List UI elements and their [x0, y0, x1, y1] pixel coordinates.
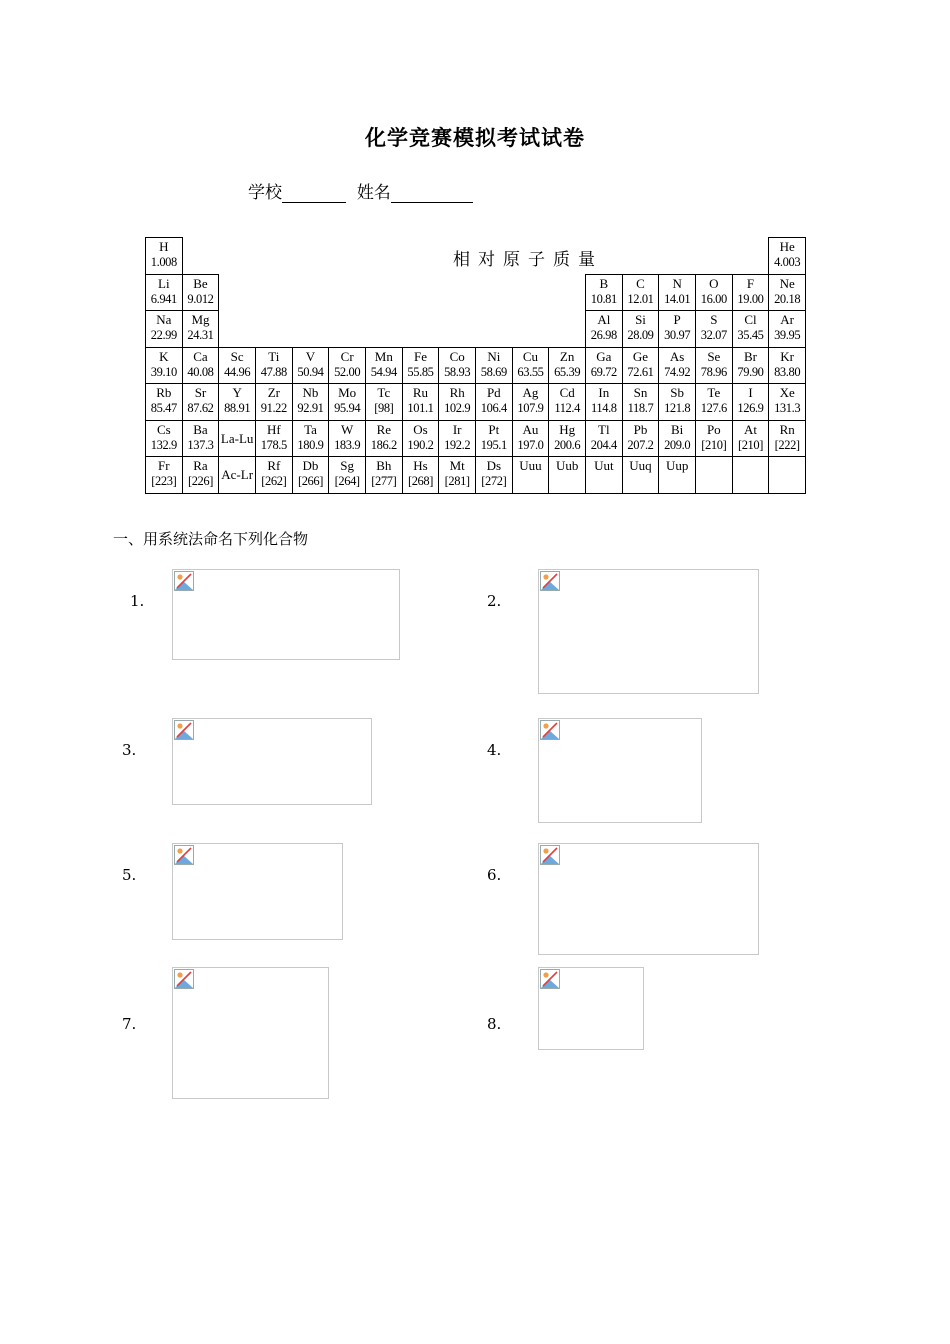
element-symbol: Sc — [230, 348, 244, 364]
element-cell-n — [658, 274, 696, 312]
element-symbol: Li — [158, 275, 170, 291]
element-cell-se — [695, 347, 733, 385]
element-cell-ta — [292, 420, 330, 458]
element-symbol: Mt — [449, 458, 465, 474]
element-mass: 186.2 — [370, 437, 397, 452]
element-cell-ga — [585, 347, 623, 385]
element-symbol: Ir — [452, 421, 462, 437]
element-symbol: Al — [597, 312, 611, 328]
element-symbol: Mn — [374, 348, 393, 364]
element-symbol: Kr — [780, 348, 795, 364]
page-title: 化学竞赛模拟考试试卷 — [365, 125, 585, 150]
compound-image — [172, 718, 372, 805]
element-symbol: Au — [522, 421, 539, 437]
element-symbol: Ne — [779, 275, 795, 291]
element-symbol: Y — [232, 385, 242, 401]
element-symbol: Ra — [193, 458, 208, 474]
element-symbol: Cl — [744, 312, 757, 328]
element-mass: 197.0 — [517, 437, 544, 452]
element-cell-nb — [292, 383, 330, 421]
element-symbol: N — [672, 275, 682, 291]
section-heading: 一、用系统法命名下列化合物 — [113, 530, 309, 548]
element-cell-ds — [475, 456, 513, 494]
element-symbol: C — [636, 275, 645, 291]
element-symbol: Po — [706, 421, 721, 437]
element-mass: 6.941 — [150, 291, 177, 306]
compound-image — [172, 967, 329, 1099]
element-mass: 209.0 — [664, 437, 691, 452]
element-cell-ge — [622, 347, 660, 385]
element-symbol: Te — [707, 385, 721, 401]
element-mass: 126.9 — [737, 401, 764, 416]
element-symbol: Ti — [268, 348, 280, 364]
element-symbol: Sr — [194, 385, 207, 401]
element-mass: 16.00 — [700, 291, 727, 306]
element-cell-sr — [182, 383, 220, 421]
element-mass: 102.9 — [444, 401, 471, 416]
compound-image — [538, 843, 759, 955]
element-mass: 20.18 — [774, 291, 801, 306]
element-symbol: F — [746, 275, 755, 291]
element-symbol: H — [159, 239, 169, 254]
question-number: 7. — [122, 1015, 137, 1033]
element-cell-ni — [475, 347, 513, 385]
element-cell-empty — [732, 456, 770, 494]
element-symbol: Tc — [377, 385, 391, 401]
element-cell-uuu — [512, 456, 550, 494]
element-cell-as — [658, 347, 696, 385]
element-cell-li — [145, 274, 183, 312]
element-mass: 180.9 — [297, 437, 324, 452]
element-cell-zr — [255, 383, 293, 421]
element-symbol: Ta — [304, 421, 317, 437]
element-mass: 83.80 — [774, 364, 801, 379]
school-name-line — [248, 178, 473, 203]
element-mass: 112.4 — [554, 401, 580, 416]
element-cell-sn — [622, 383, 660, 421]
element-cell-i — [732, 383, 770, 421]
element-mass: 200.6 — [554, 437, 581, 452]
element-mass: [98] — [374, 401, 394, 416]
element-symbol: S — [710, 312, 718, 328]
element-mass: 52.00 — [334, 364, 361, 379]
broken-image-icon — [540, 571, 560, 591]
element-mass: 28.09 — [627, 328, 654, 343]
element-cell-bh — [365, 456, 403, 494]
element-symbol: As — [669, 348, 685, 364]
element-cell-mo — [328, 383, 366, 421]
element-cell-be — [182, 274, 220, 312]
element-cell-at — [732, 420, 770, 458]
element-mass: 1.008 — [150, 255, 177, 269]
element-cell-ti — [255, 347, 293, 385]
element-cell-pd — [475, 383, 513, 421]
element-symbol: K — [159, 348, 169, 364]
element-mass: 24.31 — [187, 328, 214, 343]
element-cell-uut — [585, 456, 623, 494]
element-cell-s — [695, 310, 733, 348]
question-number: 6. — [487, 866, 502, 884]
element-symbol: O — [709, 275, 719, 291]
question-number: 8. — [487, 1015, 502, 1033]
element-symbol: V — [305, 348, 316, 364]
element-cell-mg — [182, 310, 220, 348]
element-symbol: I — [748, 385, 753, 401]
element-cell-po — [695, 420, 733, 458]
element-mass: 87.62 — [187, 401, 214, 416]
periodic-table-title: 相对原子质量 — [453, 250, 603, 270]
element-mass: 107.9 — [517, 401, 544, 416]
element-symbol: Db — [302, 458, 319, 474]
element-symbol: Uup — [665, 458, 689, 474]
element-mass: 131.3 — [774, 401, 801, 416]
element-cell-ac-lr — [218, 456, 256, 494]
element-symbol: Uut — [594, 458, 614, 474]
element-mass: 190.2 — [407, 437, 434, 452]
element-symbol: Hg — [559, 421, 576, 437]
element-symbol: Uuq — [629, 458, 652, 474]
element-cell-mt — [438, 456, 476, 494]
element-cell-co — [438, 347, 476, 385]
element-cell-la-lu — [218, 420, 256, 458]
element-cell-y — [218, 383, 256, 421]
element-cell-h — [145, 237, 183, 275]
element-cell-uub — [548, 456, 586, 494]
element-cell-hf — [255, 420, 293, 458]
element-cell-cs — [145, 420, 183, 458]
element-symbol: Ac-Lr — [221, 467, 254, 483]
element-symbol: Zn — [559, 348, 575, 364]
question-number: 4. — [487, 741, 502, 759]
element-mass: 9.012 — [187, 291, 214, 306]
element-mass: 137.3 — [187, 437, 214, 452]
element-symbol: Pd — [486, 385, 501, 401]
element-cell-db — [292, 456, 330, 494]
element-symbol: Uuu — [519, 458, 542, 474]
element-symbol: Mg — [191, 312, 210, 328]
element-symbol: Sg — [340, 458, 355, 474]
element-cell-b — [585, 274, 623, 312]
element-symbol: P — [673, 312, 681, 328]
element-symbol: Tl — [598, 421, 610, 437]
element-symbol: In — [598, 385, 610, 401]
element-mass: 39.95 — [774, 328, 801, 343]
element-cell-re — [365, 420, 403, 458]
element-mass: [272] — [481, 474, 507, 489]
question-number: 3. — [122, 741, 137, 759]
element-mass: 12.01 — [627, 291, 654, 306]
element-cell-cd — [548, 383, 586, 421]
element-cell-k — [145, 347, 183, 385]
element-mass: 44.96 — [224, 364, 251, 379]
element-mass: 183.9 — [334, 437, 361, 452]
element-symbol: Ba — [193, 421, 208, 437]
element-cell-ir — [438, 420, 476, 458]
element-mass: 55.85 — [407, 364, 434, 379]
element-cell-c — [622, 274, 660, 312]
broken-image-icon — [540, 845, 560, 865]
element-mass: 74.92 — [664, 364, 691, 379]
question-number: 5. — [122, 866, 137, 884]
element-mass: 4.003 — [774, 255, 801, 269]
element-mass: 192.2 — [444, 437, 471, 452]
element-mass: 58.69 — [480, 364, 507, 379]
element-cell-tc — [365, 383, 403, 421]
element-cell-kr — [768, 347, 806, 385]
element-mass: 101.1 — [407, 401, 434, 416]
element-cell-rf — [255, 456, 293, 494]
broken-image-icon — [174, 969, 194, 989]
element-symbol: Os — [413, 421, 428, 437]
element-cell-ca — [182, 347, 220, 385]
element-cell-na — [145, 310, 183, 348]
element-cell-fr — [145, 456, 183, 494]
element-symbol: At — [743, 421, 757, 437]
broken-image-icon — [174, 571, 194, 591]
element-mass: [281] — [444, 474, 470, 489]
element-symbol: Cu — [522, 348, 539, 364]
element-mass: 127.6 — [700, 401, 727, 416]
element-cell-xe — [768, 383, 806, 421]
name-label: 姓名 — [356, 183, 391, 203]
broken-image-icon — [540, 969, 560, 989]
element-mass: [223] — [151, 474, 177, 489]
element-mass: 106.4 — [480, 401, 507, 416]
element-cell-he — [768, 237, 806, 275]
element-mass: 114.8 — [590, 401, 617, 416]
element-cell-fe — [402, 347, 440, 385]
element-mass: [277] — [371, 474, 397, 489]
element-cell-v — [292, 347, 330, 385]
element-mass: [262] — [261, 474, 287, 489]
element-mass: 69.72 — [590, 364, 617, 379]
element-symbol: Br — [743, 348, 757, 364]
element-cell-empty — [695, 456, 733, 494]
element-cell-si — [622, 310, 660, 348]
element-cell-br — [732, 347, 770, 385]
broken-image-icon — [174, 720, 194, 740]
element-symbol: Ag — [522, 385, 539, 401]
element-symbol: Ca — [193, 348, 208, 364]
element-symbol: Rh — [449, 385, 465, 401]
element-mass: 207.2 — [627, 437, 654, 452]
element-mass: 50.94 — [297, 364, 324, 379]
element-cell-ne — [768, 274, 806, 312]
element-cell-te — [695, 383, 733, 421]
element-symbol: Rn — [779, 421, 795, 437]
element-mass: 58.93 — [444, 364, 471, 379]
element-cell-cr — [328, 347, 366, 385]
element-symbol: Fe — [413, 348, 427, 364]
element-mass: [264] — [334, 474, 360, 489]
element-mass: 121.8 — [664, 401, 691, 416]
compound-image — [172, 569, 400, 660]
question-number: 2. — [487, 592, 502, 610]
element-symbol: Se — [707, 348, 721, 364]
element-symbol: Nb — [302, 385, 319, 401]
element-symbol: Rf — [267, 458, 281, 474]
element-symbol: Cd — [559, 385, 575, 401]
element-mass: 26.98 — [590, 328, 617, 343]
school-blank[interactable] — [282, 184, 346, 203]
compound-image — [538, 718, 702, 823]
element-symbol: Re — [376, 421, 392, 437]
element-symbol: Pb — [633, 421, 648, 437]
element-cell-rn — [768, 420, 806, 458]
element-mass: 32.07 — [700, 328, 727, 343]
broken-image-icon — [540, 720, 560, 740]
element-cell-au — [512, 420, 550, 458]
element-mass: 72.61 — [627, 364, 654, 379]
compound-image — [172, 843, 343, 940]
element-cell-rb — [145, 383, 183, 421]
element-cell-os — [402, 420, 440, 458]
element-symbol: Bi — [671, 421, 684, 437]
element-symbol: Na — [156, 312, 172, 328]
element-symbol: Ds — [486, 458, 502, 474]
element-mass: [226] — [187, 474, 214, 489]
element-symbol: W — [341, 421, 354, 437]
element-mass: 10.81 — [590, 291, 617, 306]
element-mass: [266] — [297, 474, 324, 489]
element-mass: [210] — [701, 437, 727, 452]
element-cell-tl — [585, 420, 623, 458]
element-symbol: Ni — [487, 348, 501, 364]
element-cell-ba — [182, 420, 220, 458]
element-mass: 178.5 — [260, 437, 287, 452]
question-number: 1. — [130, 592, 145, 610]
element-cell-w — [328, 420, 366, 458]
element-mass: 22.99 — [150, 328, 177, 343]
element-mass: 30.97 — [664, 328, 691, 343]
element-mass: 95.94 — [334, 401, 361, 416]
broken-image-icon — [174, 845, 194, 865]
element-symbol: Si — [635, 312, 646, 328]
element-cell-uup — [658, 456, 696, 494]
element-cell-zn — [548, 347, 586, 385]
element-cell-in — [585, 383, 623, 421]
element-symbol: La-Lu — [220, 430, 254, 446]
element-mass: 92.91 — [297, 401, 324, 416]
element-mass: 63.55 — [517, 364, 544, 379]
element-cell-pb — [622, 420, 660, 458]
element-mass: 85.47 — [150, 401, 177, 416]
element-cell-empty — [768, 456, 806, 494]
element-symbol: Hs — [413, 458, 428, 474]
element-mass: 78.96 — [700, 364, 727, 379]
element-mass: 35.45 — [737, 328, 764, 343]
element-cell-ra — [182, 456, 220, 494]
element-cell-o — [695, 274, 733, 312]
element-symbol: Rb — [156, 385, 172, 401]
element-symbol: Zr — [267, 385, 280, 401]
element-cell-hg — [548, 420, 586, 458]
school-label: 学校 — [248, 183, 282, 203]
element-symbol: Cs — [156, 421, 171, 437]
name-blank[interactable] — [391, 184, 473, 203]
compound-image — [538, 569, 759, 694]
element-cell-hs — [402, 456, 440, 494]
periodic-table — [145, 237, 805, 493]
element-cell-sb — [658, 383, 696, 421]
element-cell-al — [585, 310, 623, 348]
element-symbol: Bh — [376, 458, 392, 474]
element-cell-pt — [475, 420, 513, 458]
element-symbol: B — [599, 275, 609, 291]
element-symbol: Uub — [555, 458, 579, 474]
element-mass: 132.9 — [150, 437, 177, 452]
element-mass: 14.01 — [664, 291, 691, 306]
element-symbol: Pt — [488, 421, 500, 437]
element-mass: 19.00 — [737, 291, 764, 306]
element-symbol: Mo — [338, 385, 357, 401]
element-cell-f — [732, 274, 770, 312]
element-mass: [268] — [407, 474, 434, 489]
element-mass: 79.90 — [737, 364, 764, 379]
compound-image — [538, 967, 644, 1050]
element-cell-sg — [328, 456, 366, 494]
element-symbol: Hf — [266, 421, 281, 437]
element-cell-mn — [365, 347, 403, 385]
element-symbol: Cr — [340, 348, 354, 364]
element-cell-sc — [218, 347, 256, 385]
element-cell-cu — [512, 347, 550, 385]
element-symbol: Ge — [632, 348, 649, 364]
element-cell-p — [658, 310, 696, 348]
element-cell-uuq — [622, 456, 660, 494]
element-symbol: Ru — [412, 385, 429, 401]
element-mass: 91.22 — [260, 401, 287, 416]
element-cell-rh — [438, 383, 476, 421]
element-symbol: Co — [449, 348, 465, 364]
element-symbol: Ga — [596, 348, 612, 364]
element-cell-bi — [658, 420, 696, 458]
element-cell-ag — [512, 383, 550, 421]
element-mass: [210] — [737, 437, 764, 452]
element-mass: 195.1 — [480, 437, 507, 452]
element-mass: 118.7 — [627, 401, 654, 416]
element-symbol: He — [779, 239, 795, 254]
element-symbol: Sn — [633, 385, 648, 401]
element-symbol: Sb — [670, 385, 685, 401]
element-mass: 65.39 — [554, 364, 581, 379]
element-cell-cl — [732, 310, 770, 348]
element-mass: 204.4 — [590, 437, 617, 452]
element-mass: [222] — [774, 437, 800, 452]
element-mass: 47.88 — [260, 364, 287, 379]
element-symbol: Xe — [779, 385, 795, 401]
element-mass: 39.10 — [150, 364, 177, 379]
element-mass: 54.94 — [370, 364, 397, 379]
element-mass: 40.08 — [187, 364, 214, 379]
element-mass: 88.91 — [224, 401, 251, 416]
element-symbol: Fr — [158, 458, 170, 474]
element-cell-ru — [402, 383, 440, 421]
element-cell-ar — [768, 310, 806, 348]
element-symbol: Be — [193, 275, 208, 291]
element-symbol: Ar — [780, 312, 795, 328]
